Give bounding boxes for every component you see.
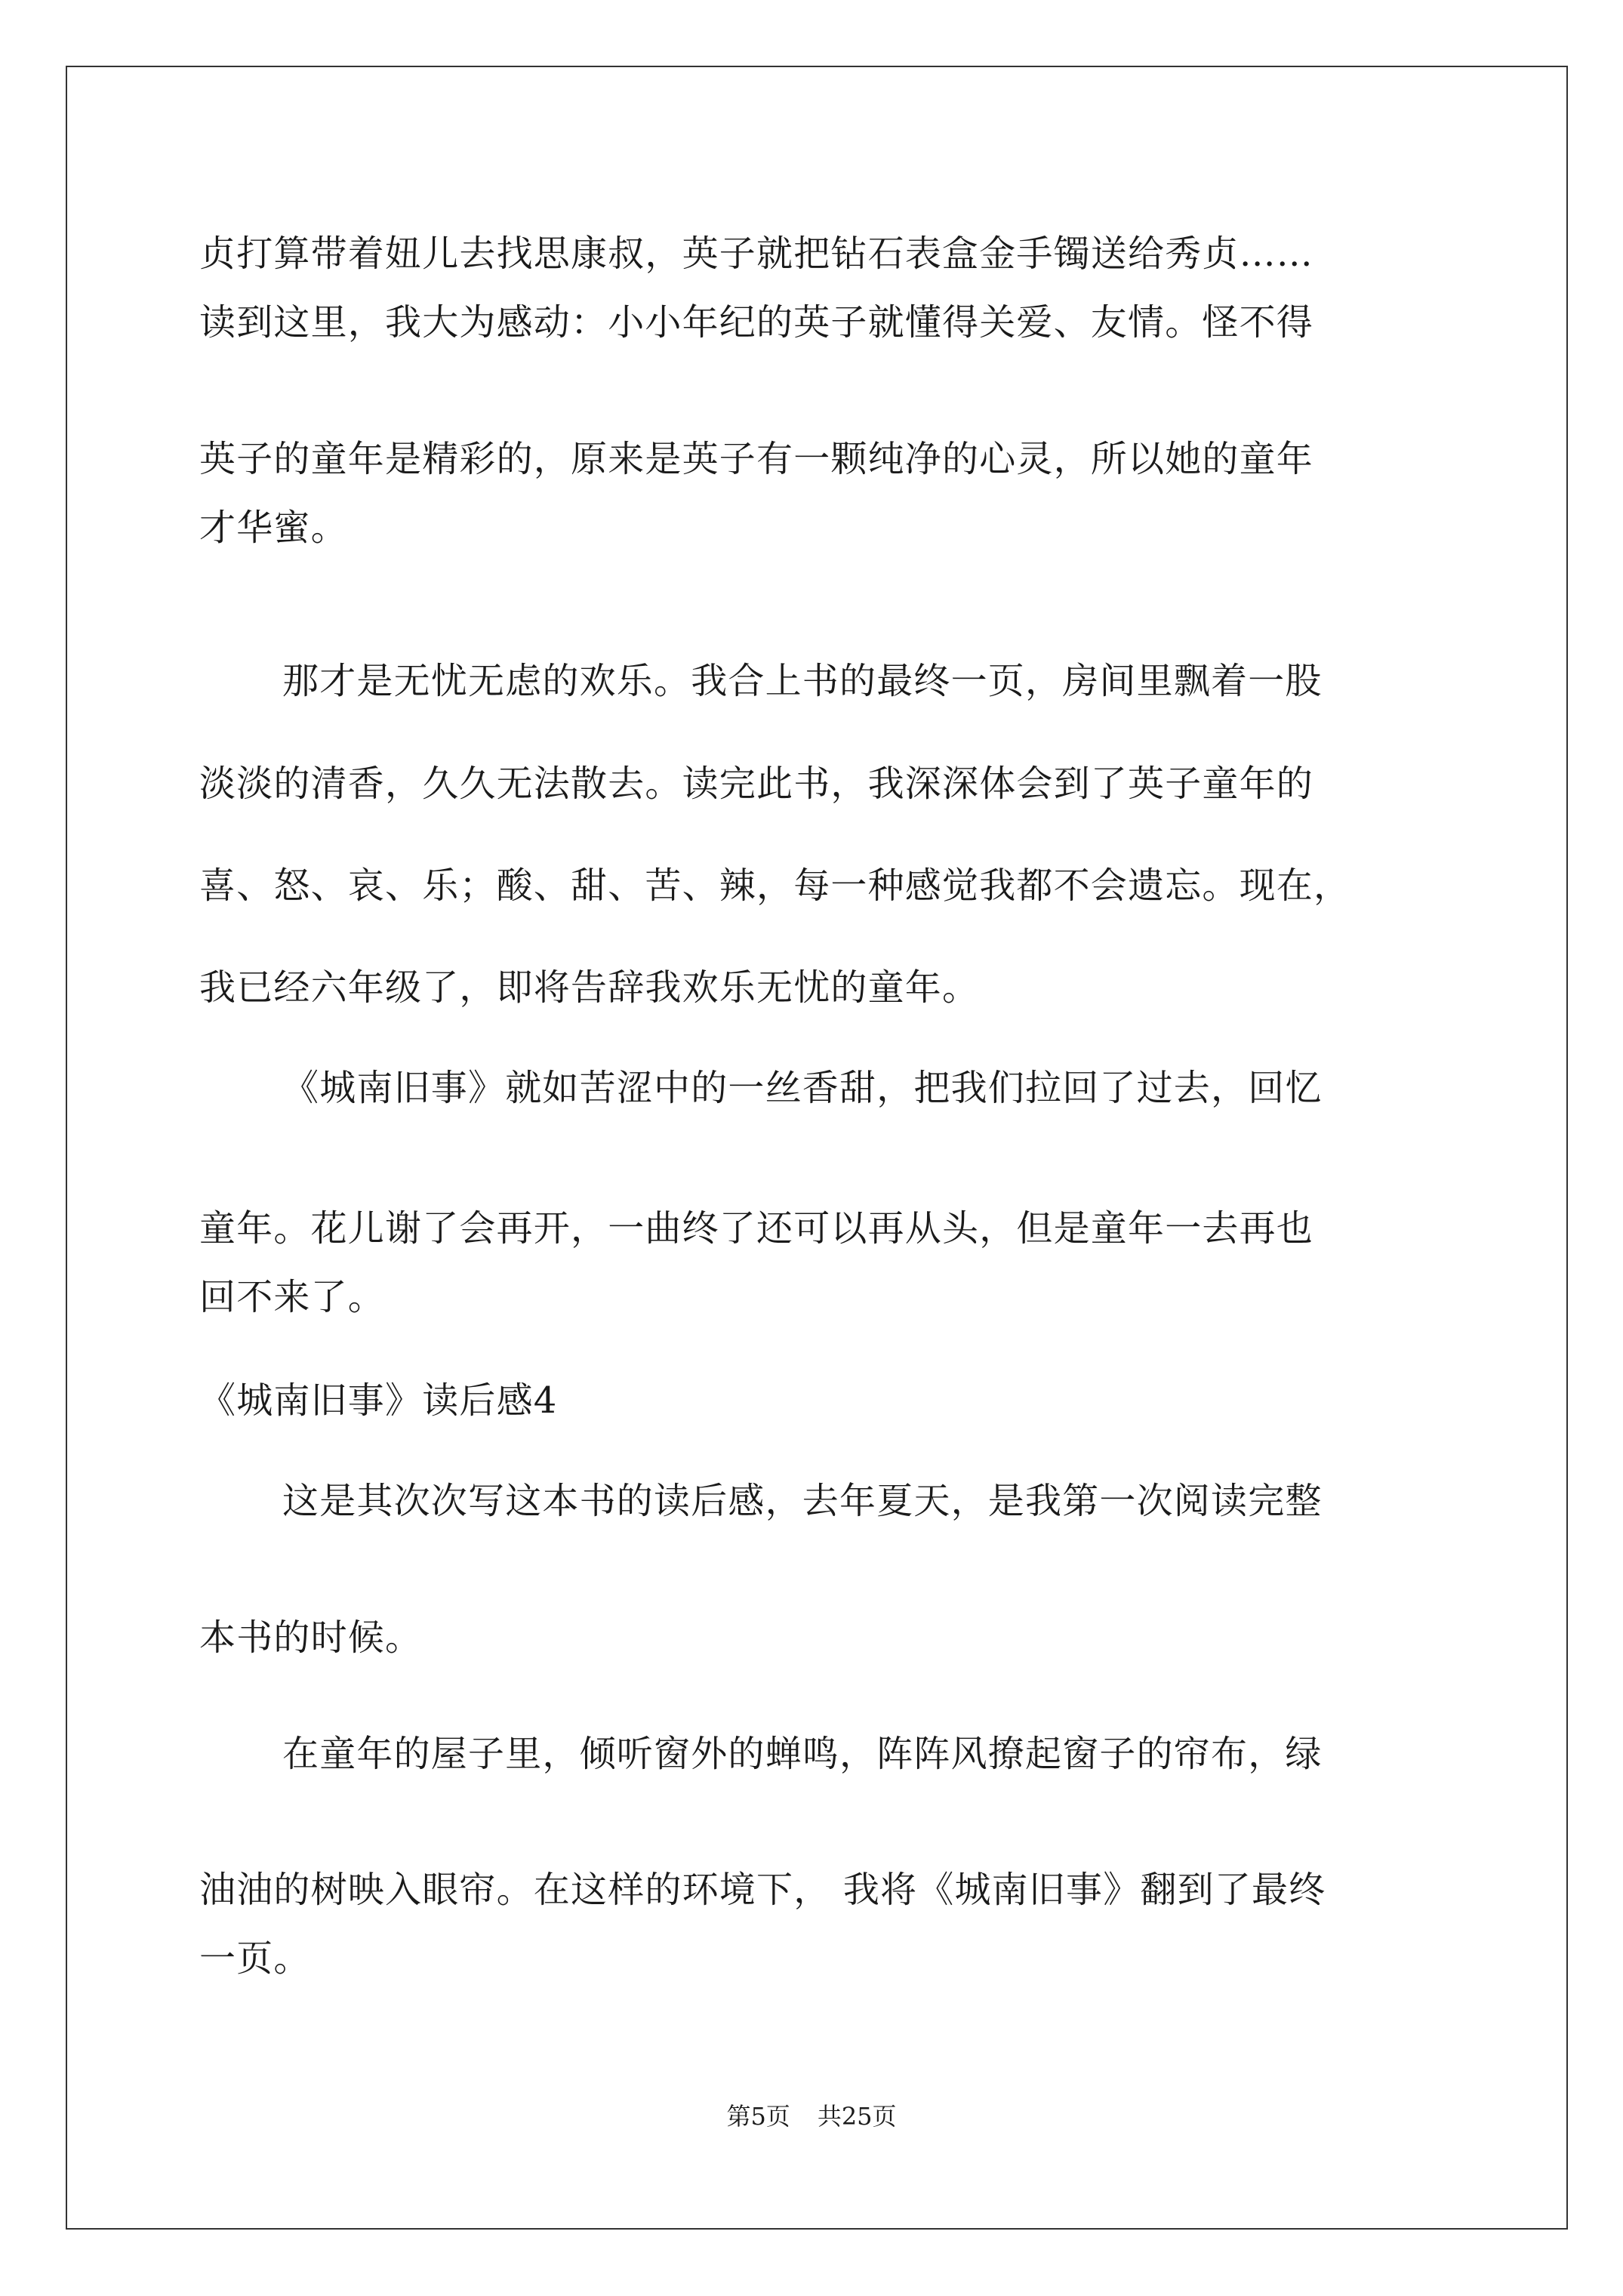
page-number: 第5页 (726, 2102, 790, 2131)
paragraph-start-line: 这是其次次写这本书的读后感，去年夏天，是我第一次阅读完整 (282, 1480, 1323, 1522)
paragraph-start-line: 在童年的屋子里，倾听窗外的蝉鸣，阵阵风撩起窗子的帘布，绿 (282, 1733, 1323, 1775)
body-line: 本书的时候。 (199, 1616, 423, 1659)
paragraph-start-line: 《城南旧事》就如苦涩中的一丝香甜，把我们拉回了过去，回忆 (282, 1067, 1323, 1109)
body-line: 童年。花儿谢了会再开，一曲终了还可以再从头，但是童年一去再也 (199, 1207, 1314, 1250)
page-total: 共25页 (817, 2102, 897, 2131)
body-line: 我已经六年级了，即将告辞我欢乐无忧的童年。 (199, 966, 980, 1009)
body-line: 一页。 (199, 1937, 311, 1980)
body-line: 才华蜜。 (199, 507, 348, 549)
body-line: 贞打算带着妞儿去找思康叔，英子就把钻石表盒金手镯送给秀贞…… (199, 233, 1314, 275)
body-line: 喜、怒、哀、乐；酸、甜、苦、辣，每一种感觉我都不会遗忘。现在， (199, 864, 1351, 907)
body-line: 回不来了。 (199, 1276, 386, 1318)
body-line: 淡淡的清香，久久无法散去。读完此书，我深深体会到了英子童年的 (199, 763, 1314, 805)
paragraph-start-line: 那才是无忧无虑的欢乐。我合上书的最终一页，房间里飘着一股 (282, 660, 1323, 702)
page-footer (0, 2097, 1623, 2132)
section-heading: 《城南旧事》读后感4 (199, 1379, 558, 1422)
body-line: 油油的树映入眼帘。在这样的环境下， 我将《城南旧事》翻到了最终 (199, 1869, 1326, 1911)
body-line: 英子的童年是精彩的，原来是英子有一颗纯净的心灵，所以她的童年 (199, 438, 1314, 480)
body-line: 读到这里，我大为感动：小小年纪的英子就懂得关爱、友情。怪不得 (199, 301, 1314, 344)
